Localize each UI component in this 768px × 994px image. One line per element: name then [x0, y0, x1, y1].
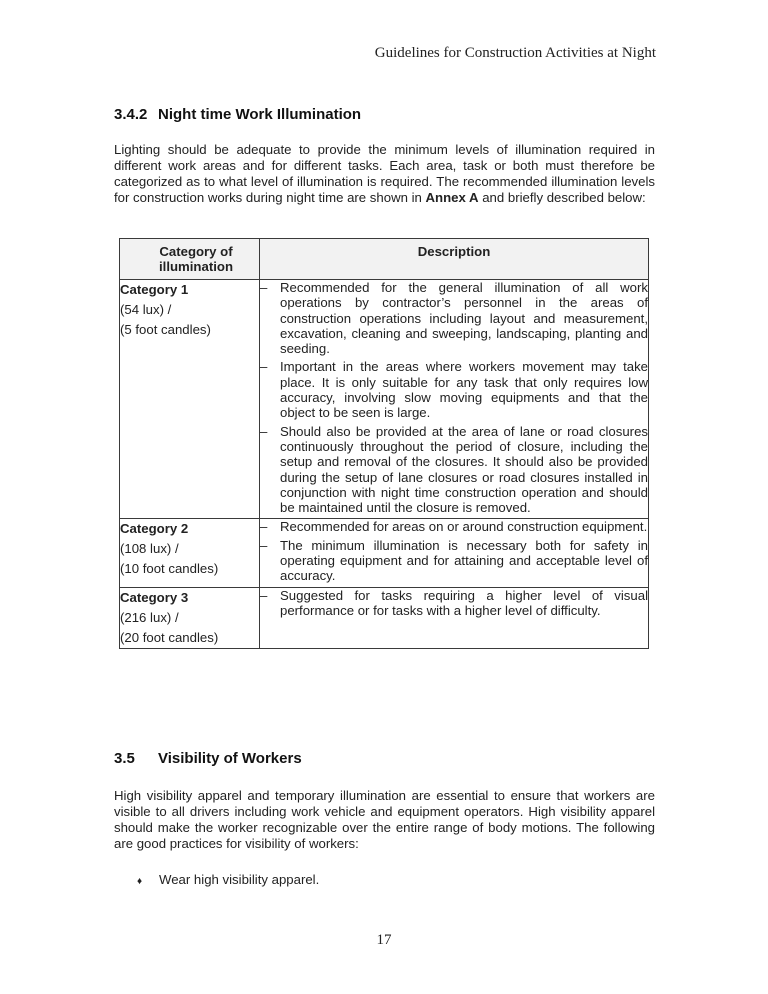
description-text: Important in the areas where workers movement may take place. It is only suitable for any task that only requires low accuracy, involving slow moving equipments and that the object to be seen is large.	[280, 359, 648, 421]
description-item	[260, 538, 648, 584]
illumination-table	[119, 238, 649, 649]
dash-bullet-icon: –	[260, 423, 268, 439]
category-lux: (216 lux) /	[120, 609, 179, 625]
dash-bullet-icon: –	[260, 280, 268, 295]
section-heading-3-5	[114, 750, 302, 767]
category-cell	[120, 280, 260, 519]
dash-bullet-icon: –	[260, 359, 268, 375]
table-row	[120, 519, 649, 587]
paragraph-text-end: and briefly described below:	[478, 190, 646, 205]
section-heading-3-4-2	[114, 106, 361, 123]
category-cell	[120, 519, 260, 587]
paragraph-text: Lighting should be adequate to provide the minimum levels of illumination required in different work areas and for different tasks. Each area, task or both must therefore be categorized as to what level of illumination is required. The recommended illumination levels for construction works during night time are shown in	[114, 142, 655, 205]
category-cell	[120, 587, 260, 648]
table-row	[120, 280, 649, 519]
bullet-text: Wear high visibility apparel.	[159, 872, 320, 887]
description-text: Recommended for areas on or around construction equipment.	[280, 519, 648, 535]
category-foot-candles: (5 foot candles)	[120, 322, 211, 337]
dash-bullet-icon: –	[260, 537, 268, 553]
description-list	[260, 519, 648, 583]
category-title: Category 2	[120, 521, 189, 537]
table-header-row	[120, 239, 649, 280]
running-header: Guidelines for Construction Activities at Night	[374, 45, 656, 61]
category-foot-candles: (20 foot candles)	[120, 629, 219, 645]
diamond-bullet-icon: ♦	[137, 876, 143, 887]
section-title: Visibility of Workers	[158, 750, 302, 767]
visibility-paragraph: High visibility apparel and temporary illumination are essential to ensure that workers are visible to all drivers including work vehicle and equipment operators. High visibility apparel should make the worker recognizable over the entire range of body motions. The following are good practices for visibility of workers:	[114, 788, 655, 851]
section-number: 3.5	[114, 750, 135, 767]
dash-bullet-icon: –	[260, 587, 268, 603]
description-item	[260, 588, 648, 619]
description-text: Should also be provided at the area of lane or road closures continuously throughout the period of closure, including the setup and removal of the closures. It should also be provided during the setup of lane closures or road closures installed in conjunction with night time construction operation and should be maintained until the closure is removed.	[280, 423, 648, 516]
description-text: Suggested for tasks requiring a higher level of visual performance or for tasks with a higher level of difficulty.	[280, 587, 648, 618]
header-description: Description	[260, 239, 649, 280]
description-cell	[260, 519, 649, 587]
annex-reference: Annex A	[425, 190, 479, 205]
header-category: Category of illumination	[120, 239, 260, 280]
dash-bullet-icon: –	[260, 519, 268, 535]
description-list	[260, 280, 648, 515]
description-item	[260, 280, 648, 356]
description-item	[260, 424, 648, 516]
description-list	[260, 588, 648, 619]
category-lux: (54 lux) /	[120, 302, 172, 317]
bullet-item	[137, 872, 319, 887]
description-text: Recommended for the general illumination of all work operations by contractor’s personnel in the areas of construction operations including layout and measurement, excavation, cleaning and sweeping, landscaping, planting and seeding.	[280, 280, 648, 357]
section-number: 3.4.2	[114, 106, 148, 123]
category-foot-candles: (10 foot candles)	[120, 561, 219, 577]
category-lux: (108 lux) /	[120, 541, 179, 557]
description-item	[260, 519, 648, 534]
description-cell	[260, 587, 649, 648]
description-cell	[260, 280, 649, 519]
page-number: 17	[376, 932, 392, 948]
category-title: Category 1	[120, 282, 189, 297]
description-item	[260, 359, 648, 420]
intro-paragraph	[114, 142, 655, 206]
category-title: Category 3	[120, 589, 189, 605]
description-text: The minimum illumination is necessary both for safety in operating equipment and for attaining and acceptable level of accuracy.	[280, 537, 648, 584]
table-row	[120, 587, 649, 648]
section-title: Night time Work Illumination	[158, 106, 362, 123]
